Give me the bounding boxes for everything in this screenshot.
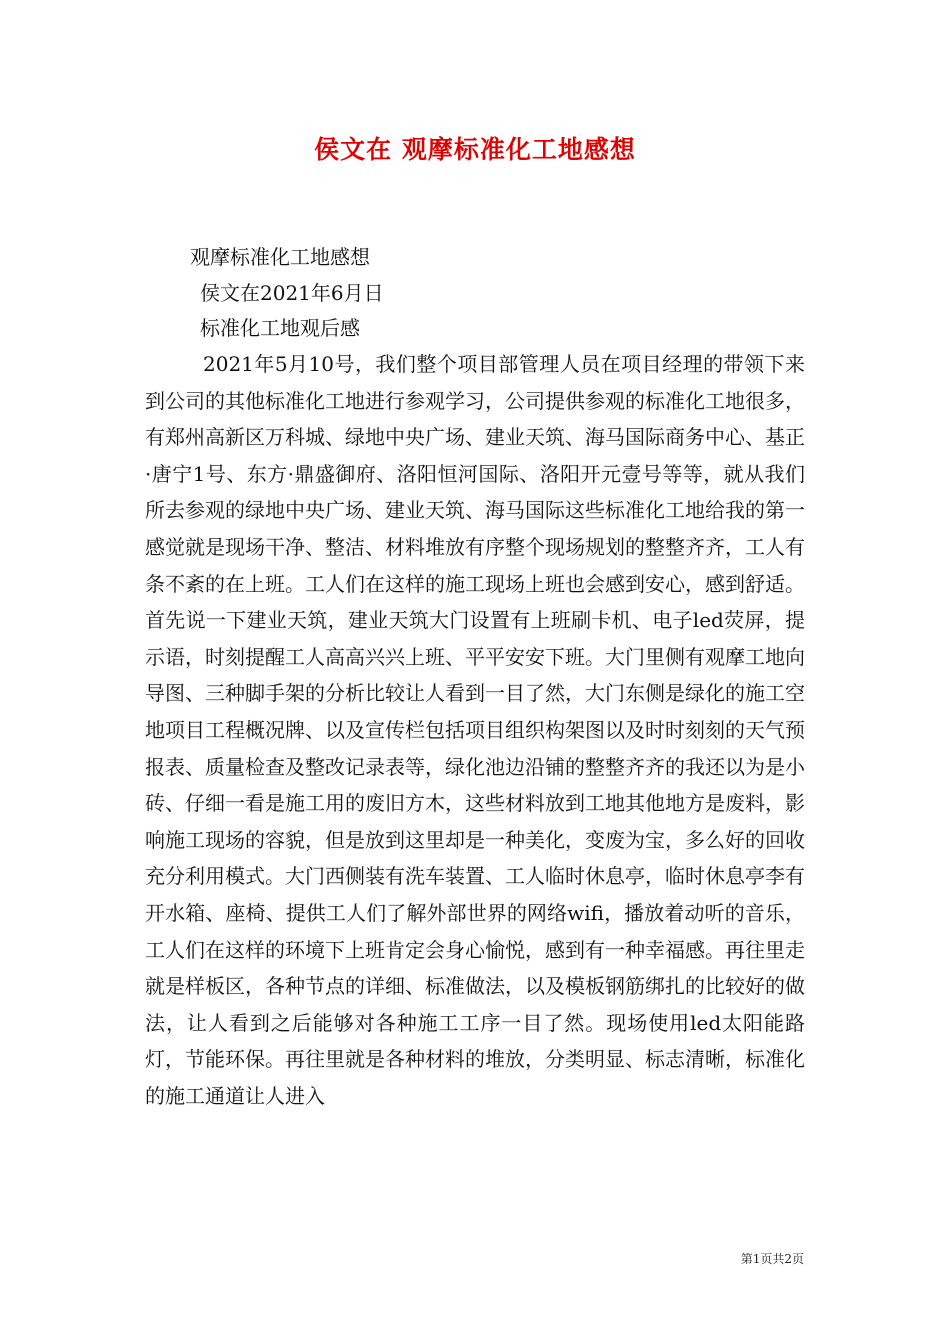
body-paragraph: 2021年5月10号，我们整个项目部管理人员在项目经理的带领下来到公司的其他标准化工地进行参观学习，公司提供参观的标准化工地很多，有郑州高新区万科城、绿地中央广场、建业天筑、海马国际商务中心、基正·唐宁1号、东方·鼎盛御府、洛阳恒河国际、洛阳开元壹号等等，就从我们所去参观的绿地中央广场、建业天筑、海马国际这些标准化工地给我的第一感觉就是现场干净、整洁、材料堆放有序整个现场规划的整整齐齐，工人有条不紊的在上班。工人们在这样的施工现场上班也会感到安心，感到舒适。首先说一下建业天筑，建业天筑大门设置有上班刷卡机、电子led荧屏，提示语，时刻提醒工人高高兴兴上班、平平安安下班。大门里侧有观摩工地向导图、三种脚手架的分析比较让人看到一目了然，大门东侧是绿化的施工空地项目工程概况牌、以及宣传栏包括项目组织构架图以及时时刻刻的天气预报表、质量检查及整改记录表等，绿化池边沿铺的整整齐齐的我还以为是小砖、仔细一看是施工用的废旧方木，这些材料放到工地其他地方是废料，影响施工现场的容貌，但是放到这里却是一种美化，变废为宝，多么好的回收充分利用模式。大门西侧装有洗车装置、工人临时休息亭，临时休息亭李有开水箱、座椅、提供工人们了解外部世界的网络wifi，播放着动听的音乐，工人们在这样的环境下上班肯定会身心愉悦，感到有一种幸福感。再往里走就是样板区，各种节点的详细、标准做法，以及模板钢筋绑扎的比较好的做法，让人看到之后能够对各种施工工序一目了然。现场使用led太阳能路灯，节能环保。再往里就是各种材料的堆放，分类明显、标志清晰，标准化的施工通道让人进入 — [145, 352, 805, 1108]
page-number-footer: 第1页共2页 — [740, 1252, 804, 1266]
document-title: 侯文在 观摩标准化工地感想 — [314, 135, 636, 164]
author-date-line: 侯文在2021年6月日 — [200, 281, 384, 305]
section-heading: 标准化工地观后感 — [200, 316, 360, 340]
document-subtitle: 观摩标准化工地感想 — [190, 245, 370, 269]
